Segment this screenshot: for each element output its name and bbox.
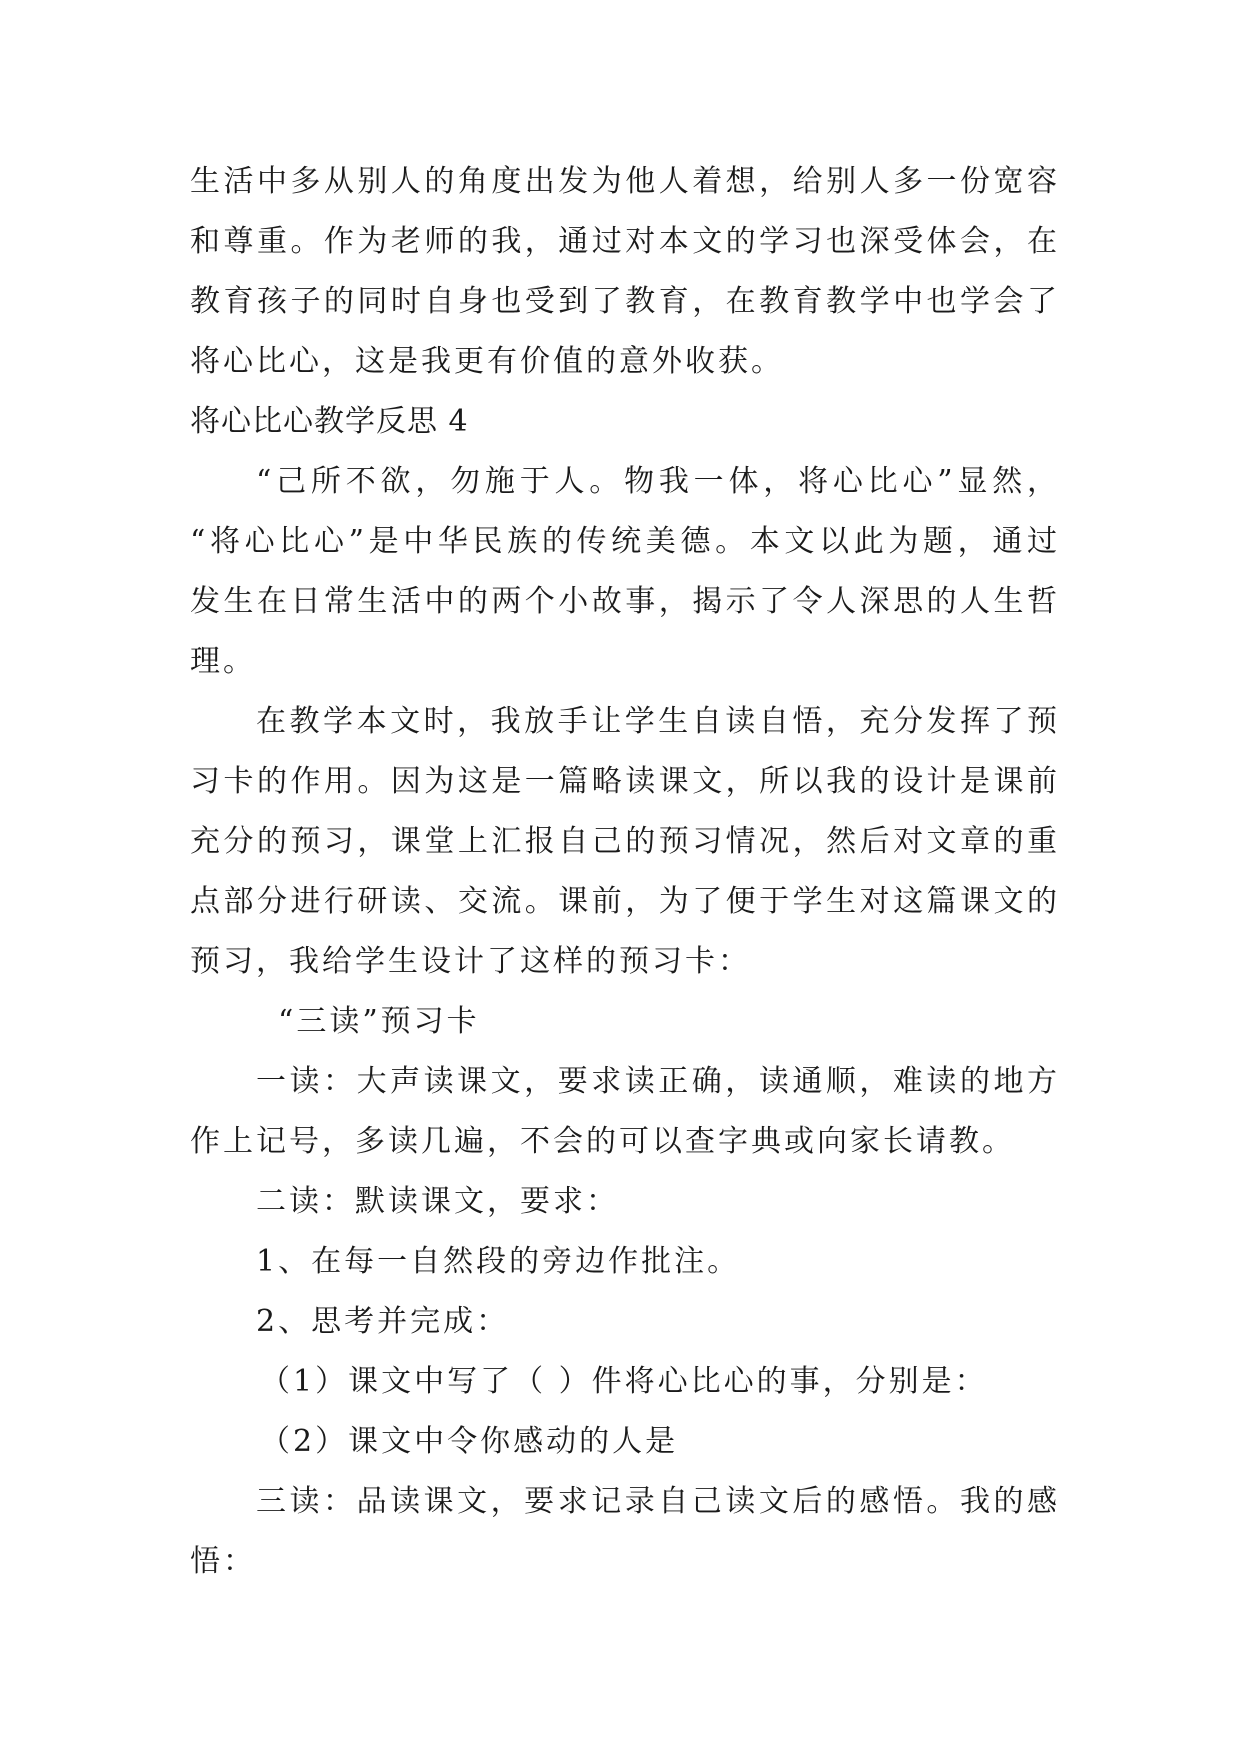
paragraph-line: “己所不欲，勿施于人。物我一体，将心比心”显然， — [256, 464, 1060, 499]
paragraph-line: 点部分进行研读、交流。课前，为了便于学生对这篇课文的 — [190, 884, 1060, 919]
paragraph-line: 教育孩子的同时自身也受到了教育，在教育教学中也学会了 — [190, 284, 1060, 319]
paragraph-line: 二读：默读课文，要求： — [256, 1184, 619, 1219]
list-item: 2、思考并完成： — [256, 1304, 510, 1339]
card-title: “三读”预习卡 — [278, 1004, 480, 1039]
paragraph-line: 一读：大声读课文，要求读正确，读通顺，难读的地方 — [256, 1064, 1060, 1099]
paragraph-line: 理。 — [190, 644, 256, 679]
paragraph-line: 和尊重。作为老师的我，通过对本文的学习也深受体会，在 — [190, 224, 1060, 259]
paragraph-line: 充分的预习，课堂上汇报自己的预习情况，然后对文章的重 — [190, 824, 1060, 859]
paragraph-line: 将心比心，这是我更有价值的意外收获。 — [190, 344, 784, 379]
paragraph-line: 在教学本文时，我放手让学生自读自悟，充分发挥了预 — [256, 704, 1060, 739]
paragraph-line: 预习，我给学生设计了这样的预习卡： — [190, 944, 751, 979]
sub-list-item: （2）课文中令你感动的人是 — [260, 1424, 679, 1459]
list-item: 1、在每一自然段的旁边作批注。 — [256, 1244, 741, 1279]
section-heading: 将心比心教学反思 4 — [190, 404, 469, 439]
paragraph-line: 习卡的作用。因为这是一篇略读课文，所以我的设计是课前 — [190, 764, 1060, 799]
paragraph-line: “将心比心”是中华民族的传统美德。本文以此为题，通过 — [190, 524, 1060, 559]
paragraph-line: 悟： — [190, 1544, 256, 1579]
paragraph-line: 发生在日常生活中的两个小故事，揭示了令人深思的人生哲 — [190, 584, 1060, 619]
document-body — [190, 152, 1060, 1592]
sub-list-item: （1）课文中写了（ ）件将心比心的事，分别是： — [260, 1364, 988, 1399]
paragraph-line: 作上记号，多读几遍，不会的可以查字典或向家长请教。 — [190, 1124, 1015, 1159]
paragraph-line: 三读：品读课文，要求记录自己读文后的感悟。我的感 — [256, 1484, 1060, 1519]
paragraph-line: 生活中多从别人的角度出发为他人着想，给别人多一份宽容 — [190, 164, 1060, 199]
